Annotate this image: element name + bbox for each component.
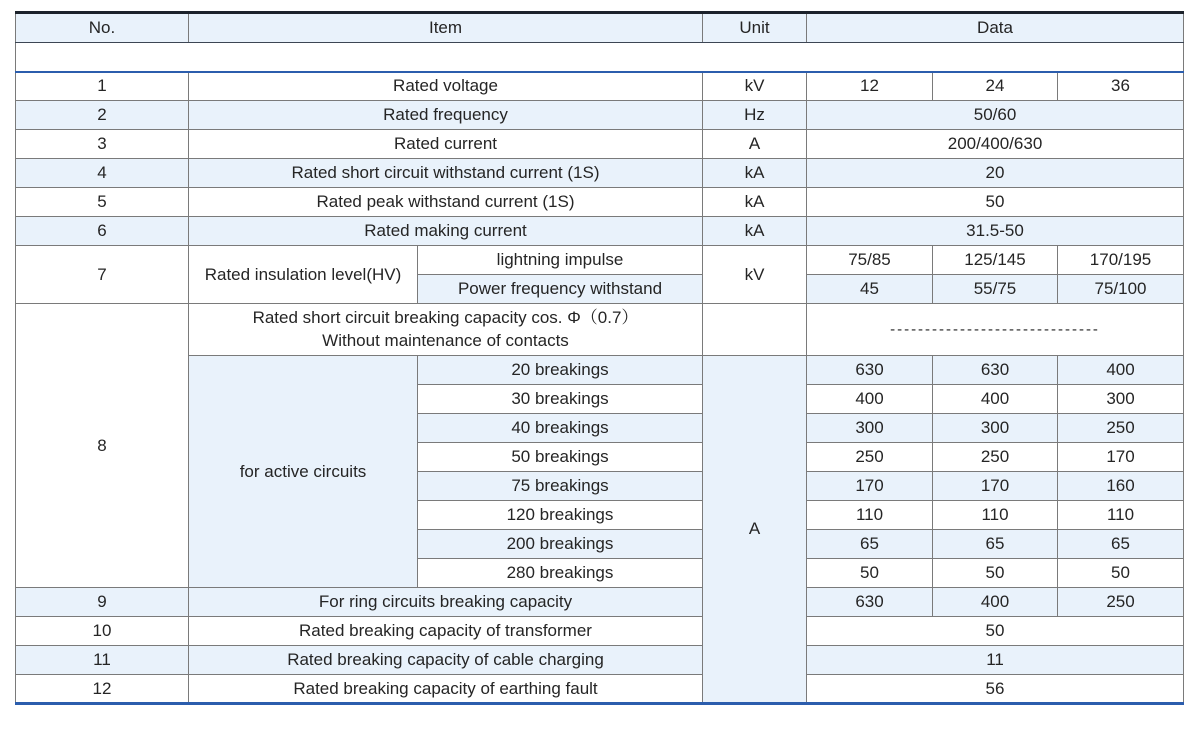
breaking-data-cell: 65 — [1058, 530, 1184, 559]
breaking-data-cell: 65 — [807, 530, 933, 559]
breaking-row-label: 30 breakings — [418, 385, 703, 414]
row8-no-cell: 8 — [16, 304, 189, 588]
row8-capacity-item-cell — [189, 304, 703, 356]
row3-no-cell: 3 — [16, 130, 189, 159]
breaking-data-cell: 400 — [1058, 356, 1184, 385]
row7-item-cell: Rated insulation level(HV) — [189, 246, 418, 304]
breaking-data-cell: 110 — [807, 501, 933, 530]
row8-capacity-line2: Without maintenance of contacts — [322, 330, 569, 350]
row6-unit-cell: kA — [703, 217, 807, 246]
breaking-row-label: 20 breakings — [418, 356, 703, 385]
row4-no-cell: 4 — [16, 159, 189, 188]
row7-unit-cell: kV — [703, 246, 807, 304]
row3-unit-cell: A — [703, 130, 807, 159]
row1-data-24kv-cell: 24 — [933, 72, 1058, 101]
row1-unit-cell: kV — [703, 72, 807, 101]
table-row — [16, 72, 1184, 101]
breaking-data-cell: 110 — [933, 501, 1058, 530]
row1-no-cell: 1 — [16, 72, 189, 101]
table-row — [16, 304, 1184, 356]
row1-item-cell: Rated voltage — [189, 72, 703, 101]
table-row — [16, 101, 1184, 130]
table-row — [16, 675, 1184, 704]
table-row — [16, 617, 1184, 646]
row8-capacity-data-cell: ------------------------------ — [807, 304, 1184, 356]
col-header-item: Item — [189, 13, 703, 43]
row11-no-cell: 11 — [16, 646, 189, 675]
row4-data-cell: 20 — [807, 159, 1184, 188]
breaking-data-cell: 170 — [933, 472, 1058, 501]
table-row — [16, 646, 1184, 675]
row7-impulse-36kv-cell: 170/195 — [1058, 246, 1184, 275]
row8-group-label-cell: for active circuits — [189, 356, 418, 588]
row9-data-24kv-cell: 400 — [933, 588, 1058, 617]
row6-no-cell: 6 — [16, 217, 189, 246]
col-header-data: Data — [807, 13, 1184, 43]
row11-item-cell: Rated breaking capacity of cable charging — [189, 646, 703, 675]
breaking-data-cell: 250 — [1058, 414, 1184, 443]
row3-data-cell: 200/400/630 — [807, 130, 1184, 159]
table-row — [16, 356, 1184, 385]
breaking-data-cell: 300 — [933, 414, 1058, 443]
row9-no-cell: 9 — [16, 588, 189, 617]
breaking-data-cell: 170 — [807, 472, 933, 501]
row7-powerfreq-36kv-cell: 75/100 — [1058, 275, 1184, 304]
breaking-data-cell: 300 — [1058, 385, 1184, 414]
breaking-data-cell: 630 — [807, 356, 933, 385]
row2-unit-cell: Hz — [703, 101, 807, 130]
row4-item-cell: Rated short circuit withstand current (1S) — [189, 159, 703, 188]
breaking-row-label: 280 breakings — [418, 559, 703, 588]
col-header-no: No. — [16, 13, 189, 43]
row11-data-cell: 11 — [807, 646, 1184, 675]
row6-data-cell: 31.5-50 — [807, 217, 1184, 246]
row6-item-cell: Rated making current — [189, 217, 703, 246]
row12-item-cell: Rated breaking capacity of earthing fault — [189, 675, 703, 704]
table-row — [16, 246, 1184, 275]
row10-item-cell: Rated breaking capacity of transformer — [189, 617, 703, 646]
header-row — [16, 13, 1184, 43]
row10-data-cell: 50 — [807, 617, 1184, 646]
breaking-data-cell: 170 — [1058, 443, 1184, 472]
row1-data-36kv-cell: 36 — [1058, 72, 1184, 101]
row9-data-12kv-cell: 630 — [807, 588, 933, 617]
row5-item-cell: Rated peak withstand current (1S) — [189, 188, 703, 217]
breaking-data-cell: 400 — [933, 385, 1058, 414]
breaking-row-label: 75 breakings — [418, 472, 703, 501]
breaking-data-cell: 630 — [933, 356, 1058, 385]
row8-unit-cell: A — [703, 356, 807, 704]
breaking-data-cell: 50 — [933, 559, 1058, 588]
table-row — [16, 217, 1184, 246]
spec-table-container — [15, 11, 1184, 705]
row12-data-cell: 56 — [807, 675, 1184, 704]
row9-item-cell: For ring circuits breaking capacity — [189, 588, 703, 617]
table-row — [16, 188, 1184, 217]
breaking-row-label: 200 breakings — [418, 530, 703, 559]
row10-no-cell: 10 — [16, 617, 189, 646]
breaking-row-label: 50 breakings — [418, 443, 703, 472]
row7-power-frequency-cell: Power frequency withstand — [418, 275, 703, 304]
breaking-data-cell: 50 — [807, 559, 933, 588]
table-row — [16, 159, 1184, 188]
row5-data-cell: 50 — [807, 188, 1184, 217]
breaking-data-cell: 50 — [1058, 559, 1184, 588]
breaking-data-cell: 160 — [1058, 472, 1184, 501]
row3-item-cell: Rated current — [189, 130, 703, 159]
breaking-data-cell: 400 — [807, 385, 933, 414]
row7-powerfreq-24kv-cell: 55/75 — [933, 275, 1058, 304]
row8-capacity-line1: Rated short circuit breaking capacity cos. Φ（0.7） — [252, 307, 639, 327]
row5-no-cell: 5 — [16, 188, 189, 217]
breaking-data-cell: 300 — [807, 414, 933, 443]
header-divider-line — [16, 43, 1184, 72]
table-row — [16, 130, 1184, 159]
breaking-data-cell: 110 — [1058, 501, 1184, 530]
breaking-row-label: 120 breakings — [418, 501, 703, 530]
switchgear-spec-table — [15, 11, 1184, 705]
row9-data-36kv-cell: 250 — [1058, 588, 1184, 617]
row5-unit-cell: kA — [703, 188, 807, 217]
row2-no-cell: 2 — [16, 101, 189, 130]
row7-no-cell: 7 — [16, 246, 189, 304]
row4-unit-cell: kA — [703, 159, 807, 188]
row12-no-cell: 12 — [16, 675, 189, 704]
row7-impulse-24kv-cell: 125/145 — [933, 246, 1058, 275]
row2-item-cell: Rated frequency — [189, 101, 703, 130]
row7-impulse-12kv-cell: 75/85 — [807, 246, 933, 275]
col-header-unit: Unit — [703, 13, 807, 43]
row7-lightning-impulse-cell: lightning impulse — [418, 246, 703, 275]
breaking-data-cell: 250 — [807, 443, 933, 472]
breaking-data-cell: 250 — [933, 443, 1058, 472]
row2-data-cell: 50/60 — [807, 101, 1184, 130]
header-divider-rule — [16, 43, 1184, 72]
breaking-data-cell: 65 — [933, 530, 1058, 559]
row7-powerfreq-12kv-cell: 45 — [807, 275, 933, 304]
breaking-row-label: 40 breakings — [418, 414, 703, 443]
row8-capacity-unit-cell — [703, 304, 807, 356]
row1-data-12kv-cell: 12 — [807, 72, 933, 101]
table-row — [16, 588, 1184, 617]
